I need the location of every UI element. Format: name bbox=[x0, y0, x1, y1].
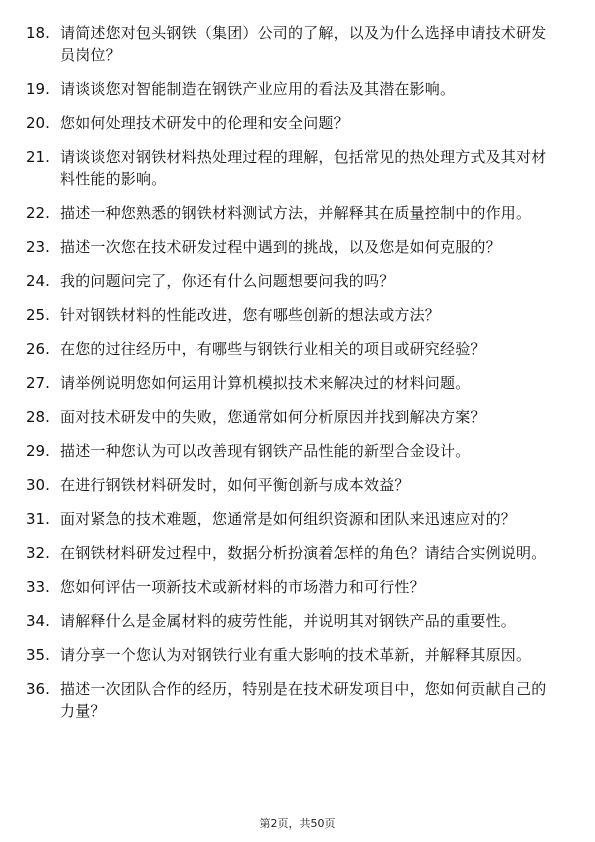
question-number: 20. bbox=[26, 114, 50, 132]
question-number: 30. bbox=[26, 476, 50, 494]
question-item bbox=[0, 610, 595, 632]
question-text: 针对钢铁材料的性能改进，您有哪些创新的想法或方法？ bbox=[60, 306, 441, 324]
question-number: 29. bbox=[26, 442, 50, 460]
question-item bbox=[0, 304, 595, 326]
question-number: 25. bbox=[26, 306, 50, 324]
question-item bbox=[0, 202, 595, 224]
question-text: 描述一次团队合作的经历，特别是在技术研发项目中，您如何贡献自己的力量？ bbox=[60, 680, 547, 720]
question-text: 请谈谈您对智能制造在钢铁产业应用的看法及其潜在影响。 bbox=[60, 80, 456, 98]
question-text: 请谈谈您对钢铁材料热处理过程的理解，包括常见的热处理方式及其对材料性能的影响。 bbox=[60, 148, 547, 188]
question-item bbox=[0, 372, 595, 394]
question-item bbox=[0, 508, 595, 530]
question-text: 我的问题问完了，你还有什么问题想要问我的吗？ bbox=[60, 272, 395, 290]
page-number-label: 第2页，共50页 bbox=[259, 817, 336, 830]
question-text: 请举例说明您如何运用计算机模拟技术来解决过的材料问题。 bbox=[60, 374, 471, 392]
question-item bbox=[0, 112, 595, 134]
question-number: 31. bbox=[26, 510, 50, 528]
question-text: 面对技术研发中的失败，您通常如何分析原因并找到解决方案？ bbox=[60, 408, 486, 426]
page-footer bbox=[0, 815, 595, 831]
question-number: 27. bbox=[26, 374, 50, 392]
question-text: 请简述您对包头钢铁（集团）公司的了解，以及为什么选择申请技术研发员岗位？ bbox=[60, 24, 547, 64]
question-number: 32. bbox=[26, 544, 50, 562]
question-number: 22. bbox=[26, 204, 50, 222]
question-number: 28. bbox=[26, 408, 50, 426]
question-item bbox=[0, 474, 595, 496]
question-text: 描述一种您熟悉的钢铁材料测试方法，并解释其在质量控制中的作用。 bbox=[60, 204, 532, 222]
question-number: 26. bbox=[26, 340, 50, 358]
question-number: 18. bbox=[26, 24, 50, 42]
question-text: 您如何处理技术研发中的伦理和安全问题？ bbox=[60, 114, 349, 132]
question-text: 请解释什么是金属材料的疲劳性能，并说明其对钢铁产品的重要性。 bbox=[60, 612, 517, 630]
question-number: 33. bbox=[26, 578, 50, 596]
question-text: 在钢铁材料研发过程中，数据分析扮演着怎样的角色？请结合实例说明。 bbox=[60, 544, 547, 562]
question-text: 您如何评估一项新技术或新材料的市场潜力和可行性？ bbox=[60, 578, 425, 596]
question-list bbox=[0, 22, 595, 734]
question-item bbox=[0, 146, 595, 190]
question-item bbox=[0, 678, 595, 722]
question-text: 描述一次您在技术研发过程中遇到的挑战，以及您是如何克服的？ bbox=[60, 238, 501, 256]
question-number: 21. bbox=[26, 148, 50, 166]
question-text: 请分享一个您认为对钢铁行业有重大影响的技术革新，并解释其原因。 bbox=[60, 646, 532, 664]
question-number: 19. bbox=[26, 80, 50, 98]
question-item bbox=[0, 22, 595, 66]
question-item bbox=[0, 644, 595, 666]
question-text: 在您的过往经历中，有哪些与钢铁行业相关的项目或研究经验？ bbox=[60, 340, 486, 358]
question-text: 描述一种您认为可以改善现有钢铁产品性能的新型合金设计。 bbox=[60, 442, 471, 460]
question-item bbox=[0, 576, 595, 598]
question-number: 34. bbox=[26, 612, 50, 630]
question-item bbox=[0, 270, 595, 292]
question-item bbox=[0, 406, 595, 428]
question-number: 35. bbox=[26, 646, 50, 664]
question-item bbox=[0, 338, 595, 360]
question-number: 24. bbox=[26, 272, 50, 290]
question-text: 在进行钢铁材料研发时，如何平衡创新与成本效益？ bbox=[60, 476, 410, 494]
question-item bbox=[0, 440, 595, 462]
question-text: 面对紧急的技术难题，您通常是如何组织资源和团队来迅速应对的？ bbox=[60, 510, 517, 528]
question-item bbox=[0, 542, 595, 564]
question-number: 36. bbox=[26, 680, 50, 698]
question-item bbox=[0, 78, 595, 100]
question-item bbox=[0, 236, 595, 258]
question-number: 23. bbox=[26, 238, 50, 256]
